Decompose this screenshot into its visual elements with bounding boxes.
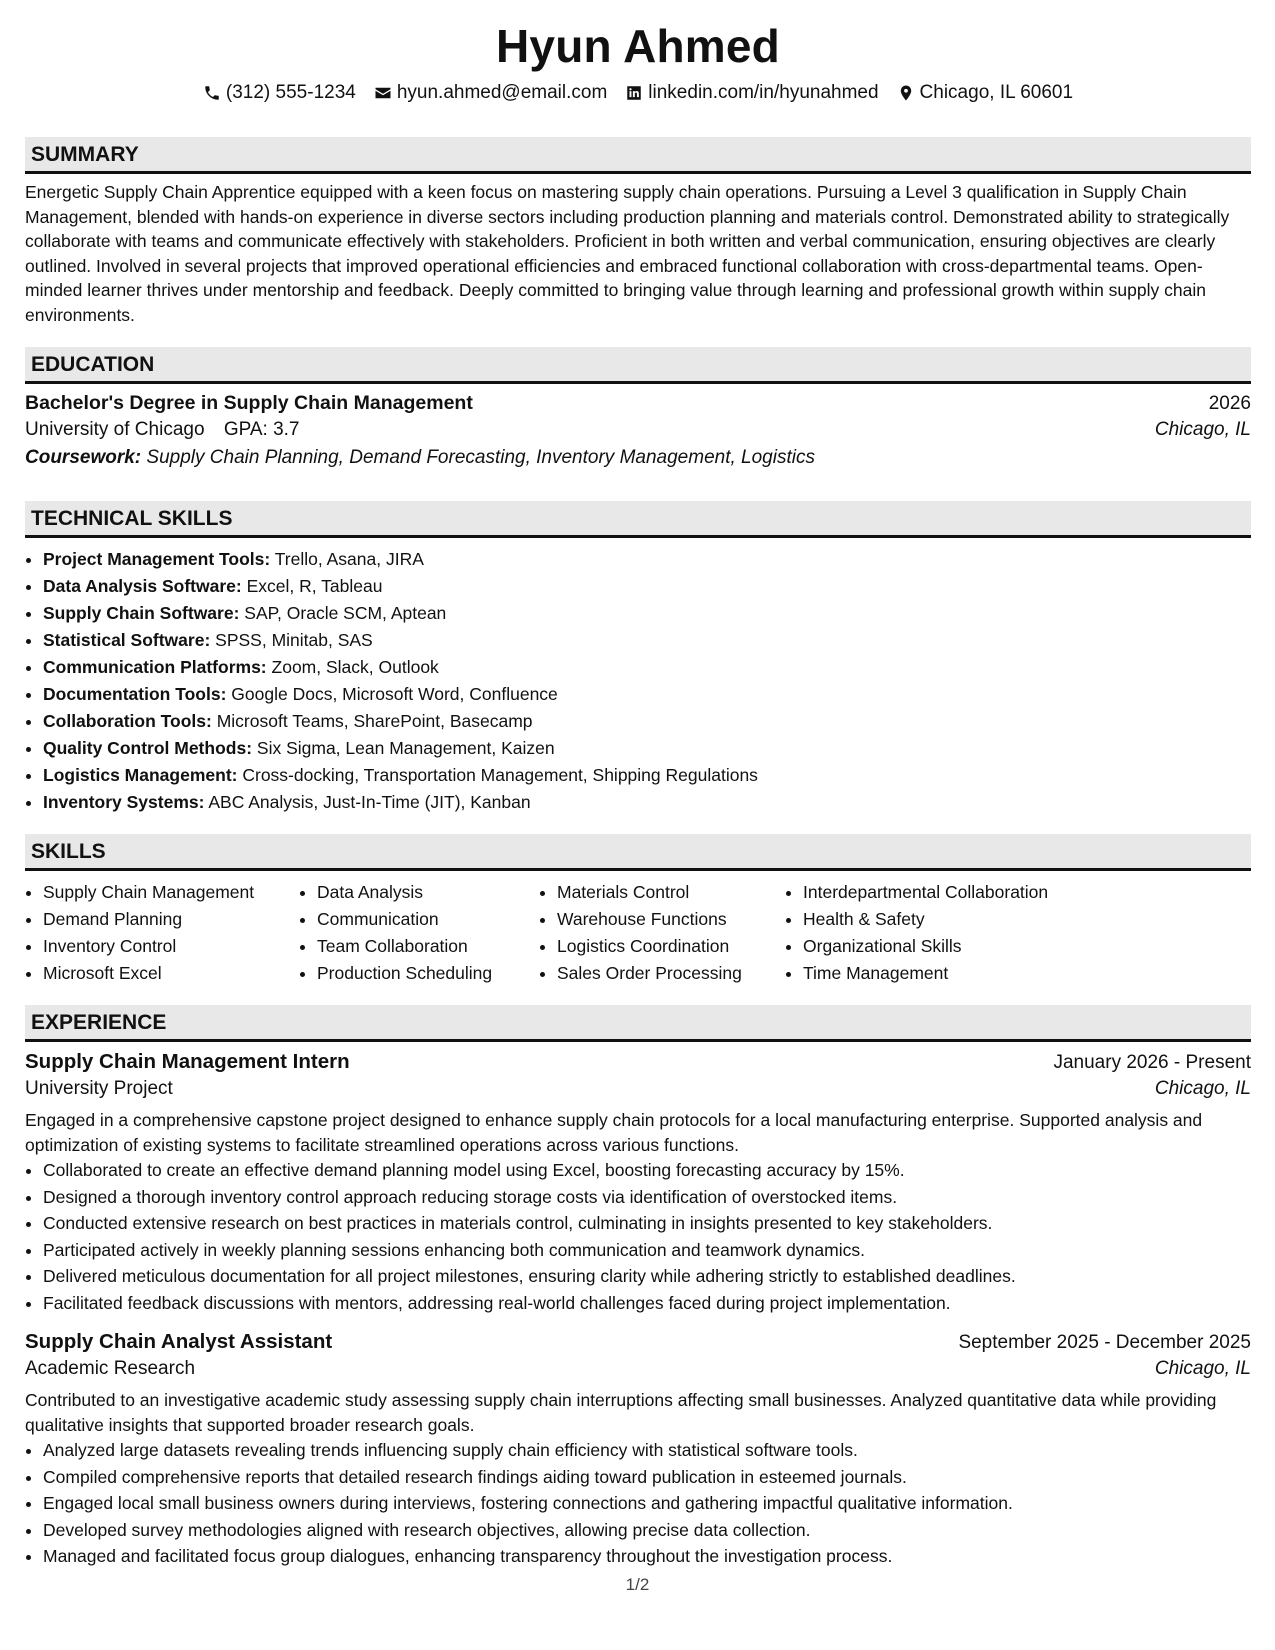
list-item: • Time Management bbox=[803, 960, 1103, 987]
list-item: • Sales Order Processing bbox=[557, 960, 785, 987]
education-heading: EDUCATION bbox=[25, 347, 1251, 384]
skills-column-4 bbox=[785, 879, 1103, 987]
skill-label: Collaboration Tools: bbox=[43, 711, 212, 731]
school-name: University of Chicago bbox=[25, 419, 205, 440]
graduation-year: 2026 bbox=[1208, 393, 1251, 414]
job-header bbox=[25, 1050, 1251, 1074]
school-info bbox=[25, 419, 300, 441]
education-section bbox=[25, 347, 1251, 469]
page-number: 1/2 bbox=[625, 1575, 650, 1594]
skills-column-2 bbox=[299, 879, 539, 987]
degree-row bbox=[25, 392, 1251, 415]
list-item: • Organizational Skills bbox=[803, 933, 1103, 960]
list-item: • Demand Planning bbox=[43, 906, 299, 933]
experience-heading: EXPERIENCE bbox=[25, 1005, 1251, 1042]
job-bullets bbox=[25, 1437, 1251, 1570]
summary-heading: SUMMARY bbox=[25, 137, 1251, 174]
job-organization: Academic Research bbox=[25, 1358, 196, 1379]
list-item: • Analyzed large datasets revealing trends influencing supply chain efficiency with statistical software tools. bbox=[43, 1437, 1251, 1464]
school-location: Chicago, IL bbox=[1154, 419, 1251, 440]
job-org-row bbox=[25, 1358, 1251, 1380]
contact-bar bbox=[25, 82, 1251, 104]
list-item: • Data Analysis bbox=[317, 879, 539, 906]
job-location: Chicago, IL bbox=[1154, 1358, 1251, 1379]
list-item bbox=[43, 762, 1251, 789]
list-item: • Communication bbox=[317, 906, 539, 933]
contact-linkedin[interactable] bbox=[625, 82, 878, 104]
skill-value: Google Docs, Microsoft Word, Confluence bbox=[231, 684, 558, 704]
job-description: Contributed to an investigative academic study assessing supply chain interruptions affecting small businesses. Analyzed quantitative data while providing qualitative insights that supported broader research goals. bbox=[25, 1390, 1217, 1435]
list-item: • Materials Control bbox=[557, 879, 785, 906]
list-item: • Warehouse Functions bbox=[557, 906, 785, 933]
job-org-row bbox=[25, 1078, 1251, 1100]
list-item bbox=[43, 789, 1251, 816]
job-entry bbox=[25, 1050, 1251, 1316]
phone-icon bbox=[203, 84, 221, 102]
job-dates: September 2025 - December 2025 bbox=[958, 1332, 1251, 1353]
list-item: • Facilitated feedback discussions with mentors, addressing real-world challenges faced during project implementation. bbox=[43, 1290, 1251, 1317]
list-item: • Designed a thorough inventory control approach reducing storage costs via identification of overstocked items. bbox=[43, 1184, 1251, 1211]
technical-skills-section bbox=[25, 501, 1251, 816]
resume-page bbox=[25, 20, 1251, 1566]
list-item bbox=[43, 708, 1251, 735]
list-item: • Interdepartmental Collaboration bbox=[803, 879, 1103, 906]
skills-grid bbox=[25, 879, 1251, 987]
list-item: • Collaborated to create an effective demand planning model using Excel, boosting forecasting accuracy by 15%. bbox=[43, 1157, 1251, 1184]
school-row bbox=[25, 419, 1251, 441]
envelope-icon bbox=[374, 84, 392, 102]
list-item bbox=[43, 546, 1251, 573]
email-text[interactable]: hyun.ahmed@email.com bbox=[396, 82, 608, 103]
list-item bbox=[43, 573, 1251, 600]
technical-skills-heading: TECHNICAL SKILLS bbox=[25, 501, 1251, 538]
skills-heading: SKILLS bbox=[25, 834, 1251, 871]
skill-value: Six Sigma, Lean Management, Kaizen bbox=[256, 738, 555, 758]
list-item: • Engaged local small business owners during interviews, fostering connections and gathering impactful qualitative information. bbox=[43, 1490, 1251, 1517]
skill-label: Inventory Systems: bbox=[43, 792, 205, 812]
contact-email[interactable] bbox=[374, 82, 607, 104]
list-item: • Microsoft Excel bbox=[43, 960, 299, 987]
list-item bbox=[43, 600, 1251, 627]
coursework bbox=[25, 447, 1251, 469]
summary-section bbox=[25, 137, 1251, 327]
technical-skills-list bbox=[25, 546, 1251, 816]
summary-text: Energetic Supply Chain Apprentice equipped with a keen focus on mastering supply chain operations. Pursuing a Level 3 qualification in Supply Chain Management, blended with hands-on experience in diverse sectors including production planning and materials control. Demonstrated ability to strategically collaborate with teams and communicate effectively with stakeholders. Proficient in both written and verbal communication, ensuring objectives are clearly outlined. Involved in several projects that improved operational efficiencies and embraced functional collaboration with cross-departmental teams. Open-minded learner thrives under mentorship and feedback. Deeply committed to bringing value through learning and professional growth within supply chain environments. bbox=[25, 182, 1230, 325]
list-item: • Production Scheduling bbox=[317, 960, 539, 987]
job-description: Engaged in a comprehensive capstone project designed to enhance supply chain protocols for a local manufacturing enterprise. Supported analysis and optimization of existing systems to facilitate streamlined operations across various functions. bbox=[25, 1110, 1203, 1155]
job-title: Supply Chain Analyst Assistant bbox=[25, 1330, 333, 1353]
job-location: Chicago, IL bbox=[1154, 1078, 1251, 1099]
candidate-name: Hyun Ahmed bbox=[496, 20, 780, 72]
skill-value: SPSS, Minitab, SAS bbox=[215, 630, 373, 650]
list-item: • Inventory Control bbox=[43, 933, 299, 960]
skill-label: Logistics Management: bbox=[43, 765, 238, 785]
skill-label: Project Management Tools: bbox=[43, 549, 271, 569]
skill-value: SAP, Oracle SCM, Aptean bbox=[244, 603, 447, 623]
job-title: Supply Chain Management Intern bbox=[25, 1050, 350, 1073]
contact-phone bbox=[203, 82, 356, 104]
list-item bbox=[43, 681, 1251, 708]
job-organization: University Project bbox=[25, 1078, 173, 1099]
contact-location bbox=[897, 82, 1074, 104]
coursework-label: Coursework: bbox=[25, 447, 142, 468]
job-dates: January 2026 - Present bbox=[1053, 1052, 1251, 1073]
skill-label: Quality Control Methods: bbox=[43, 738, 253, 758]
skill-value: Zoom, Slack, Outlook bbox=[271, 657, 439, 677]
skill-value: Excel, R, Tableau bbox=[246, 576, 383, 596]
coursework-list: Supply Chain Planning, Demand Forecasting, Inventory Management, Logistics bbox=[146, 447, 815, 468]
list-item: • Logistics Coordination bbox=[557, 933, 785, 960]
map-marker-icon bbox=[897, 84, 915, 102]
skill-value: Cross-docking, Transportation Management, Shipping Regulations bbox=[242, 765, 758, 785]
list-item bbox=[43, 654, 1251, 681]
list-item: • Compiled comprehensive reports that detailed research findings aiding toward publication in esteemed journals. bbox=[43, 1464, 1251, 1491]
skill-label: Documentation Tools: bbox=[43, 684, 227, 704]
skill-label: Statistical Software: bbox=[43, 630, 211, 650]
skills-column-1 bbox=[25, 879, 299, 987]
skill-label: Supply Chain Software: bbox=[43, 603, 240, 623]
job-header bbox=[25, 1330, 1251, 1354]
list-item: • Managed and facilitated focus group dialogues, enhancing transparency throughout the investigation process. bbox=[43, 1543, 1251, 1570]
skill-value: Trello, Asana, JIRA bbox=[274, 549, 424, 569]
experience-section bbox=[25, 1005, 1251, 1570]
degree-title: Bachelor's Degree in Supply Chain Management bbox=[25, 392, 473, 414]
list-item: • Team Collaboration bbox=[317, 933, 539, 960]
list-item: • Supply Chain Management bbox=[43, 879, 299, 906]
skill-value: ABC Analysis, Just-In-Time (JIT), Kanban bbox=[208, 792, 531, 812]
skill-label: Data Analysis Software: bbox=[43, 576, 242, 596]
linkedin-icon bbox=[625, 84, 643, 102]
list-item bbox=[43, 627, 1251, 654]
skill-label: Communication Platforms: bbox=[43, 657, 267, 677]
skills-column-3 bbox=[539, 879, 785, 987]
gpa: GPA: 3.7 bbox=[223, 419, 300, 440]
list-item: • Delivered meticulous documentation for all project milestones, ensuring clarity while adhering strictly to established deadlines. bbox=[43, 1263, 1251, 1290]
list-item: • Participated actively in weekly planning sessions enhancing both communication and teamwork dynamics. bbox=[43, 1237, 1251, 1264]
skill-value: Microsoft Teams, SharePoint, Basecamp bbox=[216, 711, 533, 731]
list-item: • Health & Safety bbox=[803, 906, 1103, 933]
location-text: Chicago, IL 60601 bbox=[919, 82, 1074, 103]
skills-section bbox=[25, 834, 1251, 987]
linkedin-text[interactable]: linkedin.com/in/hyunahmed bbox=[648, 82, 879, 103]
job-entry bbox=[25, 1330, 1251, 1570]
job-bullets bbox=[25, 1157, 1251, 1316]
phone-text: (312) 555-1234 bbox=[225, 82, 356, 103]
list-item: • Conducted extensive research on best practices in materials control, culminating in insights presented to key stakeholders. bbox=[43, 1210, 1251, 1237]
list-item bbox=[43, 735, 1251, 762]
list-item: • Developed survey methodologies aligned with research objectives, allowing precise data collection. bbox=[43, 1517, 1251, 1544]
